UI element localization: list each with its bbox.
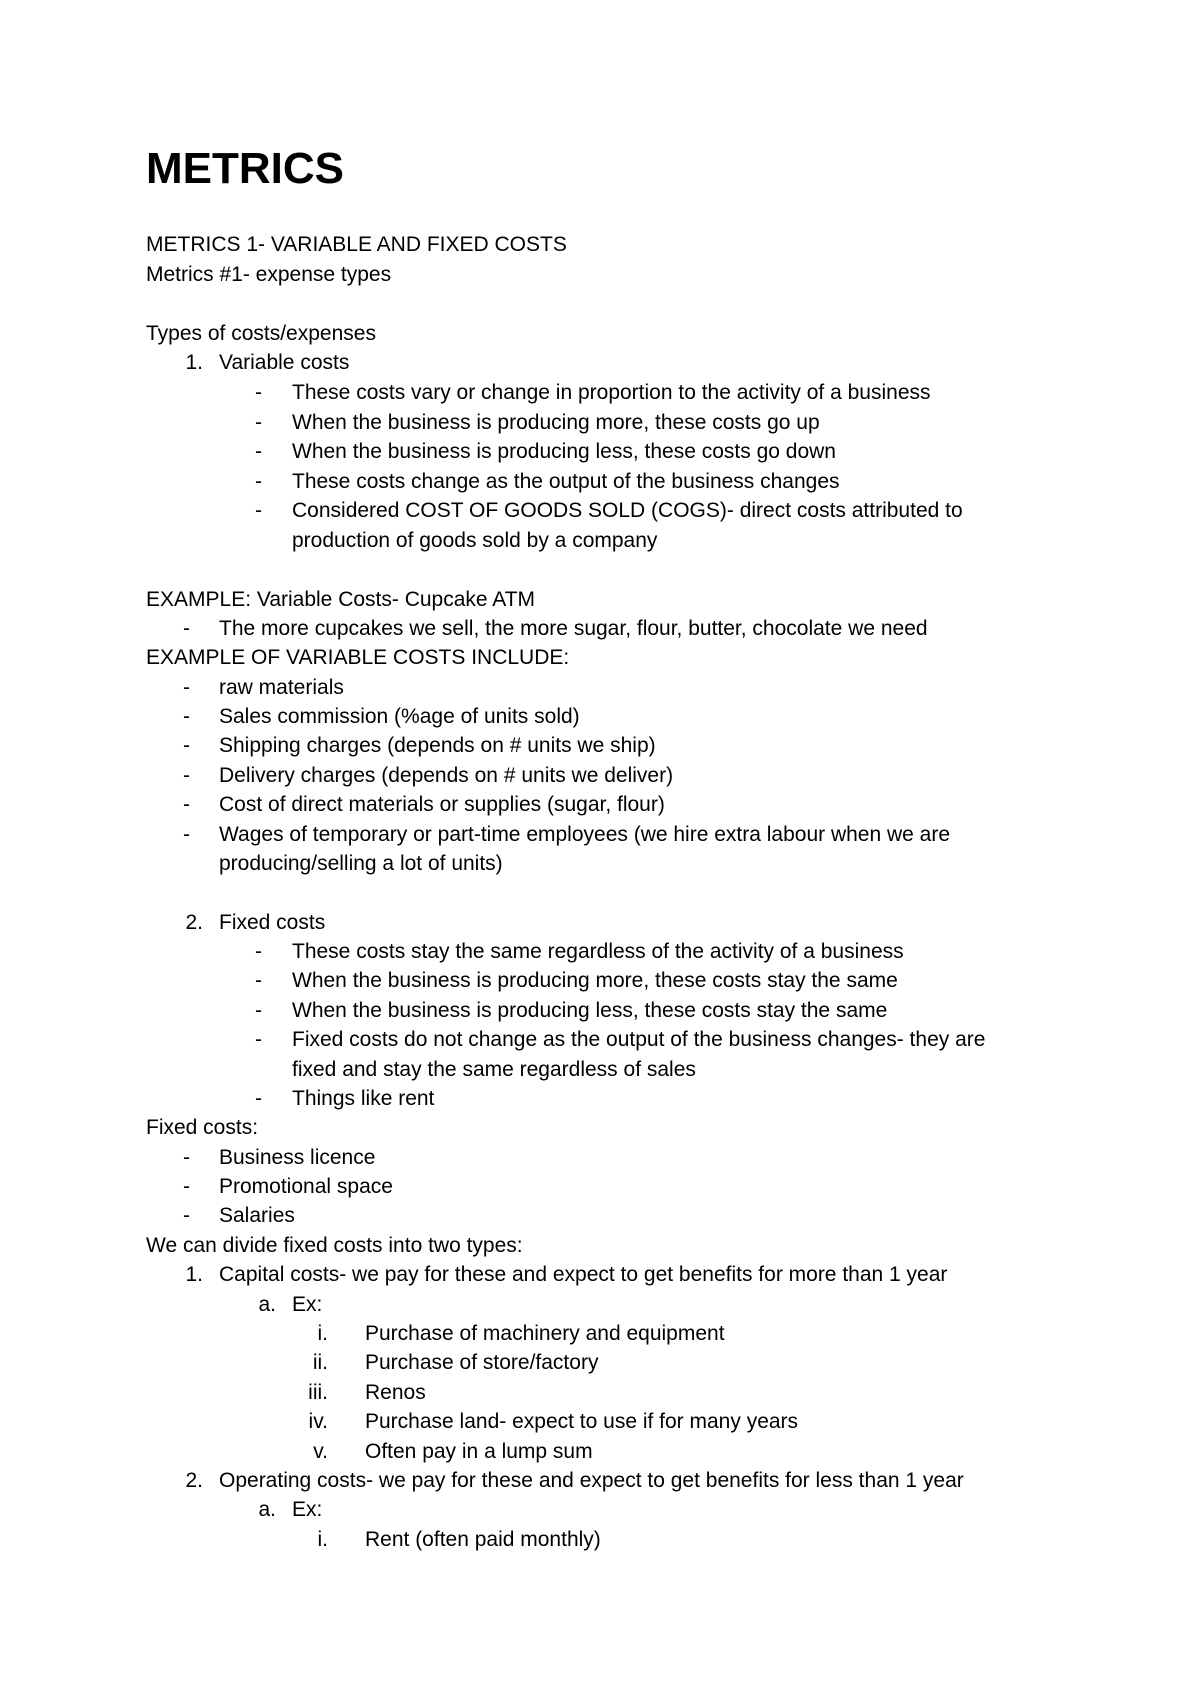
list-item: Renos (365, 1381, 426, 1404)
list-item-continuation: production of goods sold by a company (292, 529, 658, 552)
bullet-dash: - (183, 1175, 190, 1198)
list-item: Purchase land- expect to use if for many years (365, 1410, 799, 1433)
document-title: METRICS (146, 144, 344, 193)
variable-costs-label: Variable costs (219, 351, 350, 374)
bullet-dash: - (183, 734, 190, 757)
fixed-costs-label: Fixed costs (219, 911, 326, 934)
section-subtitle: METRICS 1- VARIABLE AND FIXED COSTS (146, 233, 567, 256)
bullet-dash: - (255, 499, 262, 522)
example-heading: EXAMPLE OF VARIABLE COSTS INCLUDE: (146, 646, 570, 669)
bullet-dash: - (255, 470, 262, 493)
list-item: These costs stay the same regardless of the activity of a business (292, 940, 904, 963)
list-roman: i. (317, 1322, 328, 1345)
list-roman: i. (317, 1528, 328, 1551)
bullet-dash: - (255, 1028, 262, 1051)
bullet-dash: - (255, 411, 262, 434)
bullet-dash: - (183, 1146, 190, 1169)
bullet-dash: - (183, 823, 190, 846)
list-item: When the business is producing less, these costs stay the same (292, 999, 888, 1022)
list-item: Cost of direct materials or supplies (sugar, flour) (219, 793, 665, 816)
divide-heading: We can divide fixed costs into two types: (146, 1234, 523, 1257)
list-item-continuation: producing/selling a lot of units) (219, 852, 503, 875)
list-item: Promotional space (219, 1175, 393, 1198)
bullet-dash: - (183, 676, 190, 699)
list-roman: ii. (312, 1351, 328, 1374)
list-item: Fixed costs do not change as the output of the business changes- they are (292, 1028, 986, 1051)
list-item: Purchase of store/factory (365, 1351, 599, 1374)
list-item: When the business is producing less, these costs go down (292, 440, 836, 463)
section-subtitle-2: Metrics #1- expense types (146, 263, 392, 286)
list-number: 2. (185, 1469, 203, 1492)
list-item: Delivery charges (depends on # units we deliver) (219, 764, 674, 787)
capital-costs-label: Capital costs- we pay for these and expect to get benefits for more than 1 year (219, 1263, 948, 1286)
types-heading: Types of costs/expenses (146, 322, 376, 345)
list-item: raw materials (219, 676, 344, 699)
list-letter: a. (258, 1293, 276, 1316)
bullet-dash: - (255, 1087, 262, 1110)
list-item-continuation: fixed and stay the same regardless of sales (292, 1058, 696, 1081)
bullet-dash: - (255, 969, 262, 992)
list-item: Business licence (219, 1146, 376, 1169)
list-item: Rent (often paid monthly) (365, 1528, 601, 1551)
bullet-dash: - (183, 793, 190, 816)
list-number: 1. (185, 1263, 203, 1286)
bullet-dash: - (255, 999, 262, 1022)
list-letter: a. (258, 1498, 276, 1521)
bullet-dash: - (255, 381, 262, 404)
list-roman: v. (313, 1440, 328, 1463)
list-number: 2. (185, 911, 203, 934)
list-number: 1. (185, 351, 203, 374)
list-item: Things like rent (292, 1087, 435, 1110)
list-item: These costs vary or change in proportion to the activity of a business (292, 381, 931, 404)
list-item: The more cupcakes we sell, the more sugar, flour, butter, chocolate we need (219, 617, 928, 640)
bullet-dash: - (255, 440, 262, 463)
list-item: Wages of temporary or part-time employees (we hire extra labour when we are (219, 823, 951, 846)
list-roman: iii. (308, 1381, 328, 1404)
list-item: When the business is producing more, these costs go up (292, 411, 820, 434)
list-item: Purchase of machinery and equipment (365, 1322, 725, 1345)
list-item: Sales commission (%age of units sold) (219, 705, 580, 728)
list-item: Often pay in a lump sum (365, 1440, 593, 1463)
operating-costs-label: Operating costs- we pay for these and expect to get benefits for less than 1 year (219, 1469, 964, 1492)
list-item: Salaries (219, 1204, 295, 1227)
example-heading: EXAMPLE: Variable Costs- Cupcake ATM (146, 588, 536, 611)
bullet-dash: - (255, 940, 262, 963)
example-label: Ex: (292, 1293, 323, 1316)
bullet-dash: - (183, 764, 190, 787)
example-label: Ex: (292, 1498, 323, 1521)
list-item: Considered COST OF GOODS SOLD (COGS)- direct costs attributed to (292, 499, 963, 522)
fixed-costs-heading: Fixed costs: (146, 1116, 259, 1139)
bullet-dash: - (183, 1204, 190, 1227)
bullet-dash: - (183, 617, 190, 640)
list-item: Shipping charges (depends on # units we ship) (219, 734, 656, 757)
bullet-dash: - (183, 705, 190, 728)
list-item: These costs change as the output of the business changes (292, 470, 840, 493)
list-item: When the business is producing more, these costs stay the same (292, 969, 898, 992)
list-roman: iv. (308, 1410, 328, 1433)
